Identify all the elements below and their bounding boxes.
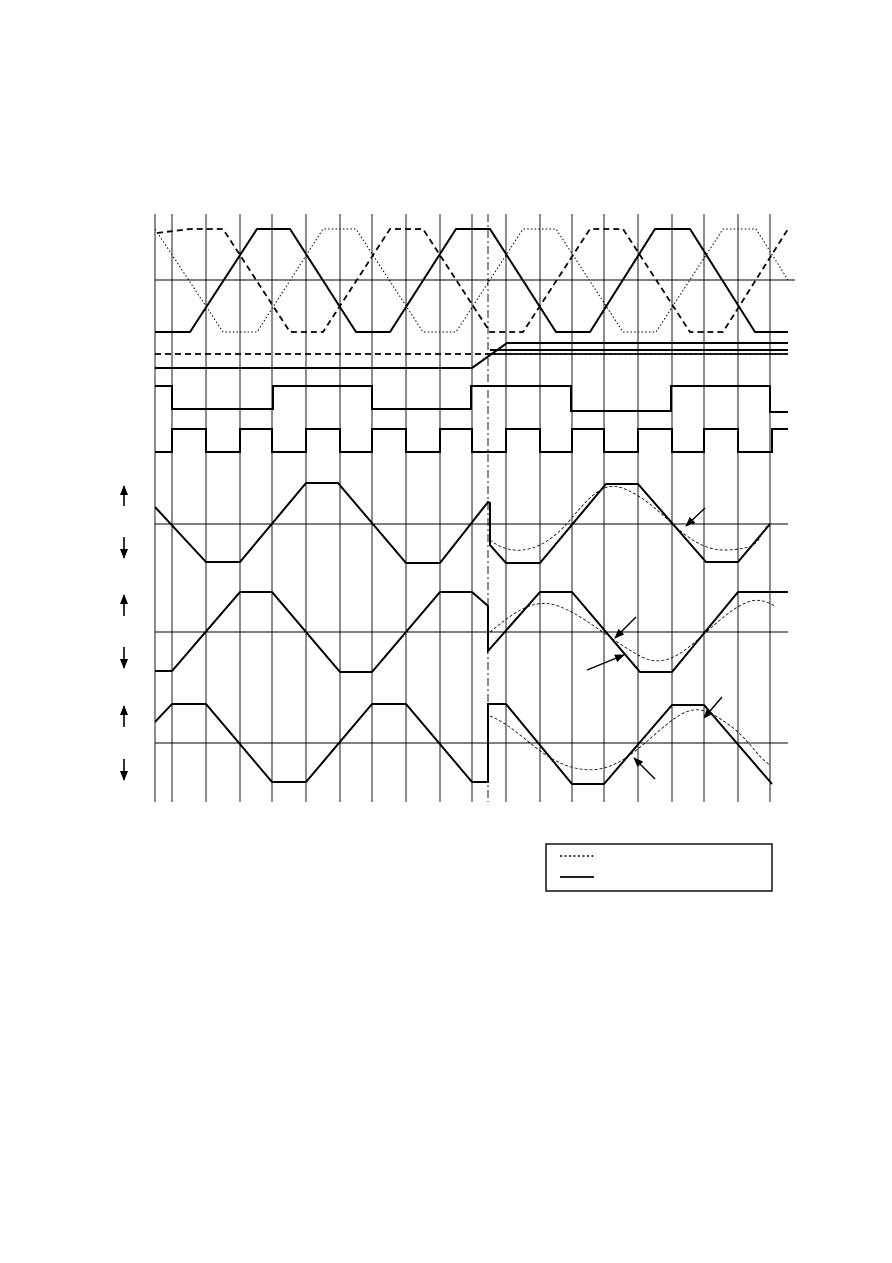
pulse-row-2 bbox=[155, 429, 788, 452]
level-lines bbox=[155, 343, 788, 368]
callout-arrow-icon bbox=[587, 655, 624, 670]
panel-1-solid-waveform bbox=[155, 483, 770, 563]
phase-waveform-dashed bbox=[157, 229, 788, 332]
waveform-panel-3 bbox=[155, 704, 772, 784]
waveform-panel-1 bbox=[155, 483, 770, 563]
panel-3-solid-waveform bbox=[155, 704, 772, 784]
callout-arrow-icon bbox=[615, 617, 636, 638]
callout-arrow-icon bbox=[634, 758, 655, 779]
legend bbox=[546, 844, 772, 891]
panel-2-dotted-sine bbox=[490, 600, 775, 661]
level-line-solid-step bbox=[155, 343, 788, 368]
callout-arrows bbox=[587, 508, 722, 779]
pulse-rows bbox=[155, 386, 788, 452]
phase-waveforms-top bbox=[155, 229, 788, 332]
panel-3-dotted-sine bbox=[490, 710, 770, 770]
panel-1-dotted-sine bbox=[490, 486, 770, 550]
callout-arrow-icon bbox=[686, 508, 705, 526]
legend-box bbox=[546, 844, 772, 891]
phase-waveform-solid bbox=[155, 229, 788, 332]
pulse-row-1 bbox=[155, 386, 788, 412]
vertical-grid-lines bbox=[155, 214, 770, 802]
phase-waveform-dotted bbox=[155, 229, 788, 332]
